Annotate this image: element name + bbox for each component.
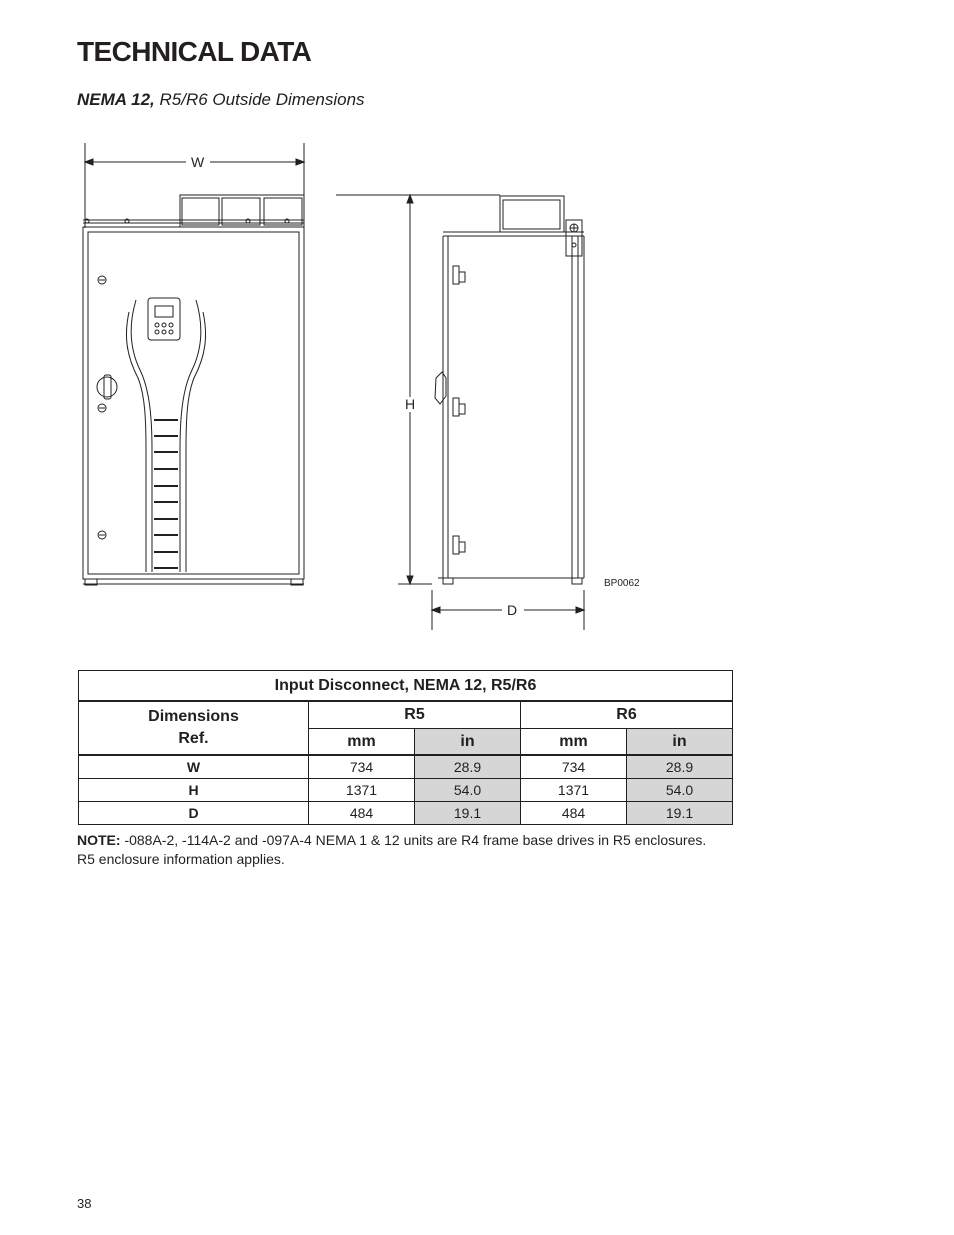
dimensions-table — [78, 670, 733, 825]
table-row — [79, 802, 733, 825]
table-cell: 54.0 — [627, 779, 733, 802]
dimensions-ref-header — [79, 701, 309, 755]
subtitle-rest: R5/R6 Outside Dimensions — [154, 90, 365, 109]
unit-header-r5-mm: mm — [309, 729, 415, 756]
page-number: 38 — [77, 1196, 92, 1211]
height-dimension-label: H — [405, 396, 416, 412]
depth-dimension-label: D — [507, 602, 518, 618]
dim-ref-line2: Ref. — [178, 730, 209, 747]
subtitle-bold: NEMA 12, — [77, 90, 155, 109]
table-cell: 54.0 — [415, 779, 521, 802]
note-label: NOTE: — [77, 832, 121, 848]
note — [77, 831, 877, 869]
figure-code: BP0062 — [604, 578, 640, 589]
page-title: TECHNICAL DATA — [77, 36, 312, 67]
row-ref: W — [79, 755, 309, 779]
unit-header-r6-in: in — [627, 729, 733, 756]
side-view — [336, 195, 584, 630]
row-ref: H — [79, 779, 309, 802]
width-dimension-label: W — [191, 154, 205, 170]
table-title: Input Disconnect, NEMA 12, R5/R6 — [79, 671, 733, 702]
group-header-r6: R6 — [521, 701, 733, 729]
front-view — [83, 143, 304, 585]
table-cell: 19.1 — [415, 802, 521, 825]
table-cell: 28.9 — [627, 755, 733, 779]
table-cell: 484 — [309, 802, 415, 825]
table-cell: 1371 — [521, 779, 627, 802]
dim-ref-line1: Dimensions — [148, 708, 239, 725]
table-cell: 28.9 — [415, 755, 521, 779]
note-line2: R5 enclosure information applies. — [77, 851, 285, 867]
table-row — [79, 755, 733, 779]
table-cell: 484 — [521, 802, 627, 825]
table-cell: 19.1 — [627, 802, 733, 825]
unit-header-r5-in: in — [415, 729, 521, 756]
unit-header-r6-mm: mm — [521, 729, 627, 756]
row-ref: D — [79, 802, 309, 825]
table-row — [79, 779, 733, 802]
note-line1: -088A-2, -114A-2 and -097A-4 NEMA 1 & 12 units are R4 frame base drives in R5 enclosures. — [120, 832, 707, 848]
table-cell: 734 — [309, 755, 415, 779]
table-cell: 1371 — [309, 779, 415, 802]
table-cell: 734 — [521, 755, 627, 779]
group-header-r5: R5 — [309, 701, 521, 729]
